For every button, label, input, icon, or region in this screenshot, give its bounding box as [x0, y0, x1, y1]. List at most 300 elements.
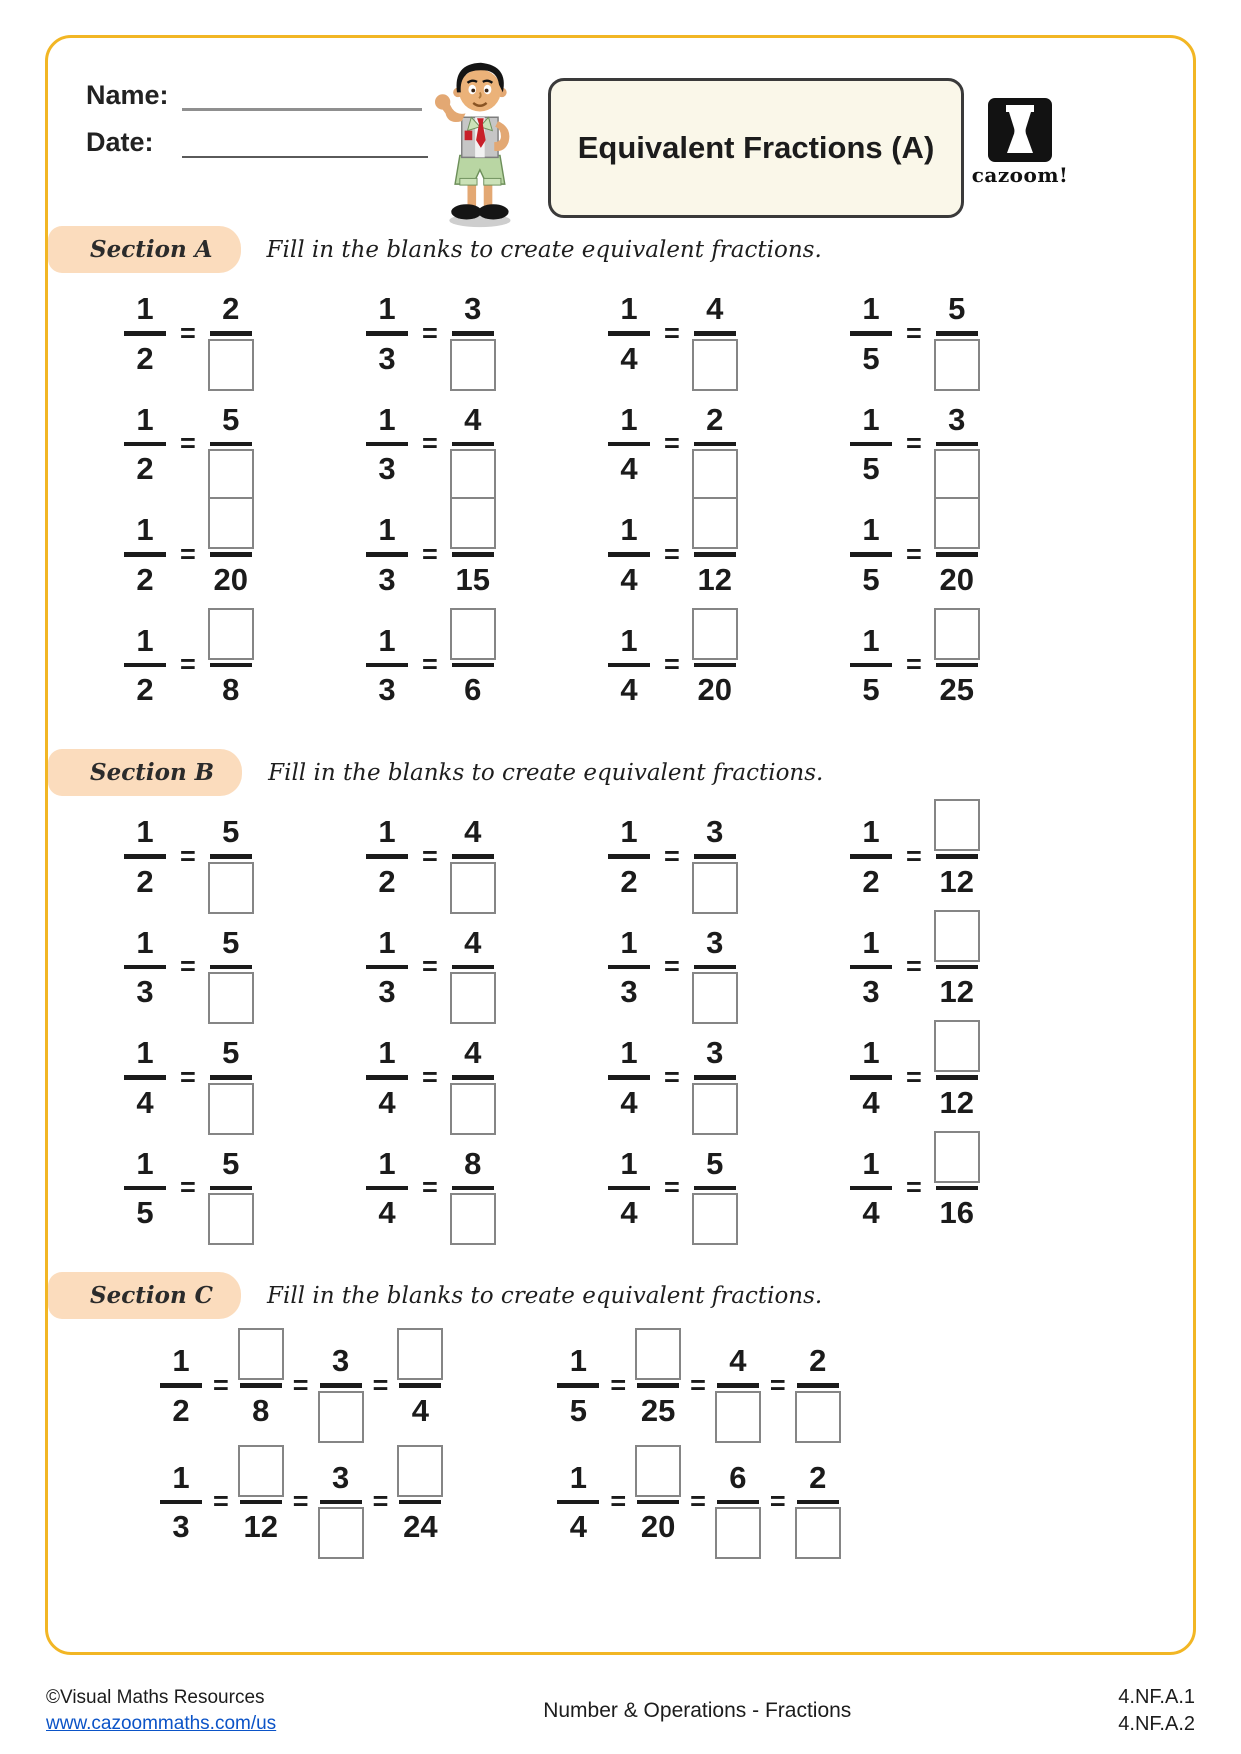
- equals-sign: =: [664, 840, 680, 871]
- fraction: [450, 504, 496, 605]
- answer-box[interactable]: [934, 799, 980, 851]
- fraction-denominator: [450, 336, 496, 384]
- fraction-denominator: [848, 859, 894, 907]
- fraction-number: 3: [331, 1343, 350, 1378]
- fraction-number: 1: [136, 924, 154, 960]
- fraction-problem: [122, 394, 364, 495]
- fraction: [606, 504, 652, 605]
- answer-box[interactable]: [692, 972, 738, 1024]
- fraction-problem: [364, 806, 606, 907]
- answer-box[interactable]: [934, 1020, 980, 1072]
- fraction-number: 1: [620, 401, 638, 437]
- fraction-problem: [555, 1335, 840, 1436]
- fraction-number: 20: [640, 1509, 676, 1544]
- fraction-numerator: [934, 504, 980, 552]
- standard-code-2: 4.NF.A.2: [1118, 1713, 1195, 1735]
- equals-sign: =: [180, 428, 196, 459]
- name-input-line[interactable]: [182, 80, 422, 111]
- fraction-number: 5: [222, 924, 240, 960]
- fraction-problem: [555, 1452, 840, 1553]
- fraction-number: 12: [939, 863, 975, 899]
- answer-box[interactable]: [208, 497, 254, 549]
- fraction-denominator: [606, 667, 652, 715]
- answer-box[interactable]: [692, 1193, 738, 1245]
- answer-box[interactable]: [238, 1328, 284, 1380]
- fraction: [238, 1452, 284, 1553]
- equals-sign: =: [180, 1172, 196, 1203]
- fraction-number: 5: [222, 1035, 240, 1070]
- section-label: Section C: [48, 1272, 241, 1319]
- name-label: Name:: [86, 80, 169, 110]
- fraction-number: 1: [569, 1459, 587, 1495]
- fraction: [450, 1138, 496, 1239]
- fraction-denominator: [122, 667, 168, 715]
- fraction-number: 4: [569, 1509, 587, 1544]
- fraction-numerator: [692, 917, 738, 965]
- fraction-row: [70, 806, 1171, 907]
- fraction-number: 1: [862, 924, 880, 960]
- copyright-text: ©Visual Maths Resources: [46, 1687, 265, 1709]
- fraction-problem: [364, 1138, 606, 1239]
- section-instruction: Fill in the blanks to create equivalent fractions.: [266, 236, 822, 263]
- fraction-number: 5: [222, 814, 240, 849]
- answer-box[interactable]: [450, 972, 496, 1024]
- fraction-numerator: [692, 504, 738, 552]
- fraction-denominator: [934, 859, 980, 907]
- answer-box[interactable]: [238, 1445, 284, 1497]
- fraction-denominator: [606, 1080, 652, 1128]
- answer-box[interactable]: [450, 497, 496, 549]
- fraction-denominator: [934, 667, 980, 715]
- answer-box[interactable]: [208, 608, 254, 660]
- answer-box[interactable]: [692, 339, 738, 391]
- answer-box[interactable]: [715, 1507, 761, 1559]
- fraction-denominator: [934, 446, 980, 494]
- fraction-numerator: [450, 283, 496, 331]
- answer-box[interactable]: [208, 449, 254, 501]
- fraction-row: [70, 1027, 1171, 1128]
- fraction-number: 5: [862, 340, 880, 376]
- equals-sign: =: [664, 1061, 680, 1092]
- fraction-numerator: [364, 394, 410, 442]
- fraction-number: 4: [464, 814, 482, 849]
- fraction-denominator: [635, 1504, 681, 1552]
- fraction-problem: [848, 615, 1090, 716]
- equals-sign: =: [180, 538, 196, 569]
- fraction-number: 3: [706, 924, 724, 960]
- equals-sign: =: [906, 1172, 922, 1203]
- answer-box[interactable]: [934, 339, 980, 391]
- fraction-numerator: [450, 1138, 496, 1186]
- answer-box[interactable]: [692, 497, 738, 549]
- answer-box[interactable]: [692, 862, 738, 914]
- equals-sign: =: [769, 1369, 786, 1400]
- answer-box[interactable]: [208, 1193, 254, 1245]
- fraction-denominator: [318, 1388, 364, 1436]
- fraction-numerator: [606, 394, 652, 442]
- fraction-numerator: [238, 1335, 284, 1383]
- fraction-denominator: [555, 1388, 601, 1436]
- fraction-denominator: [397, 1504, 443, 1552]
- fraction-number: 6: [464, 672, 482, 707]
- answer-box[interactable]: [934, 608, 980, 660]
- fraction: [158, 1452, 204, 1553]
- answer-box[interactable]: [934, 1131, 980, 1183]
- answer-box[interactable]: [635, 1445, 681, 1497]
- fraction-numerator: [364, 1027, 410, 1075]
- answer-box[interactable]: [795, 1391, 841, 1443]
- equals-sign: =: [422, 649, 438, 680]
- fraction-number: 1: [620, 512, 638, 547]
- section-label: Section B: [48, 749, 242, 796]
- answer-box[interactable]: [715, 1391, 761, 1443]
- fraction-numerator: [848, 283, 894, 331]
- fraction-number: 12: [243, 1509, 279, 1544]
- fraction: [934, 504, 980, 605]
- fraction-number: 1: [620, 622, 638, 658]
- fraction: [848, 917, 894, 1018]
- fraction-number: 5: [948, 291, 966, 326]
- fraction-numerator: [318, 1335, 364, 1383]
- cazoom-logo: [968, 98, 1072, 187]
- section-instruction: Fill in the blanks to create equivalent fractions.: [267, 1282, 823, 1309]
- fraction-denominator: [122, 1190, 168, 1238]
- equals-sign: =: [906, 317, 922, 348]
- equals-sign: =: [180, 1061, 196, 1092]
- fraction-numerator: [848, 917, 894, 965]
- fraction-denominator: [606, 336, 652, 384]
- answer-box[interactable]: [934, 449, 980, 501]
- fraction-denominator: [122, 969, 168, 1017]
- fraction-denominator: [606, 1190, 652, 1238]
- equals-sign: =: [422, 317, 438, 348]
- fraction-number: 1: [378, 291, 396, 326]
- fraction-denominator: [450, 667, 496, 715]
- fraction-denominator: [208, 859, 254, 907]
- fraction-number: 4: [620, 672, 638, 707]
- fraction-denominator: [848, 557, 894, 605]
- fraction-numerator: [715, 1335, 761, 1383]
- fraction-denominator: [795, 1388, 841, 1436]
- standard-code-1: 4.NF.A.1: [1118, 1686, 1195, 1708]
- fraction-number: 2: [136, 340, 154, 376]
- fraction-problem: [122, 1027, 364, 1128]
- fraction-denominator: [606, 446, 652, 494]
- fraction-numerator: [364, 806, 410, 854]
- fraction-numerator: [208, 615, 254, 663]
- fraction-denominator: [364, 446, 410, 494]
- fraction-number: 1: [862, 1145, 880, 1181]
- page-footer: [0, 1684, 1241, 1738]
- fraction-denominator: [934, 557, 980, 605]
- fraction: [848, 504, 894, 605]
- fraction-numerator: [692, 1138, 738, 1186]
- fraction-number: 2: [172, 1392, 190, 1428]
- fraction-number: 6: [729, 1459, 747, 1495]
- fraction-number: 20: [697, 672, 733, 707]
- fraction-denominator: [692, 446, 738, 494]
- fraction: [364, 1027, 410, 1128]
- answer-box[interactable]: [692, 1083, 738, 1135]
- answer-box[interactable]: [450, 1193, 496, 1245]
- fraction-number: 1: [378, 1035, 396, 1070]
- fraction-denominator: [364, 557, 410, 605]
- equals-sign: =: [422, 951, 438, 982]
- fraction: [848, 394, 894, 495]
- fraction: [692, 1138, 738, 1239]
- fraction: [450, 1027, 496, 1128]
- fraction-problem: [122, 504, 364, 605]
- fraction-problem: [364, 615, 606, 716]
- fraction-denominator: [848, 969, 894, 1017]
- fraction-number: 4: [729, 1343, 747, 1378]
- fraction-numerator: [848, 1138, 894, 1186]
- fraction-row: [70, 394, 1171, 495]
- equals-sign: =: [906, 538, 922, 569]
- fraction-number: 15: [455, 561, 491, 597]
- fraction: [606, 1138, 652, 1239]
- fraction-problem: [848, 394, 1090, 495]
- fraction-number: 1: [378, 512, 396, 547]
- fraction-denominator: [158, 1504, 204, 1552]
- answer-box[interactable]: [318, 1391, 364, 1443]
- name-field-row: [86, 80, 428, 111]
- fraction: [122, 615, 168, 716]
- worksheet-frame: [45, 35, 1196, 1655]
- fraction-number: 1: [862, 622, 880, 658]
- fraction-number: 1: [569, 1343, 587, 1378]
- fraction: [208, 1027, 254, 1128]
- footer-credits: [46, 1685, 276, 1736]
- equals-sign: =: [213, 1369, 229, 1400]
- fraction: [848, 1027, 894, 1128]
- fraction: [692, 806, 738, 907]
- answer-box[interactable]: [692, 449, 738, 501]
- answer-box[interactable]: [208, 1083, 254, 1135]
- fraction-row: [70, 615, 1171, 716]
- fraction-denominator: [848, 667, 894, 715]
- equals-sign: =: [610, 1369, 627, 1400]
- fraction: [635, 1452, 681, 1553]
- fraction-number: 4: [464, 924, 482, 960]
- fraction-denominator: [606, 859, 652, 907]
- answer-box[interactable]: [450, 608, 496, 660]
- fraction: [397, 1452, 443, 1553]
- fraction-numerator: [208, 806, 254, 854]
- answer-box[interactable]: [450, 862, 496, 914]
- fraction-numerator: [848, 806, 894, 854]
- fraction-number: 4: [620, 1195, 638, 1230]
- fraction-number: 3: [378, 340, 396, 376]
- fraction-number: 5: [862, 561, 880, 597]
- fraction-denominator: [450, 446, 496, 494]
- fraction-problem: [364, 394, 606, 495]
- fraction: [122, 1138, 168, 1239]
- fraction-numerator: [122, 283, 168, 331]
- fraction-number: 2: [136, 561, 154, 597]
- fraction: [208, 394, 254, 495]
- title-box: [548, 78, 964, 218]
- fraction: [122, 806, 168, 907]
- fraction-numerator: [606, 283, 652, 331]
- fraction-problem: [364, 504, 606, 605]
- fraction-number: 8: [222, 672, 240, 707]
- fraction-numerator: [122, 615, 168, 663]
- fraction-problem: [606, 504, 848, 605]
- fraction: [692, 394, 738, 495]
- fraction: [208, 283, 254, 384]
- fraction: [715, 1452, 761, 1553]
- fraction-denominator: [122, 859, 168, 907]
- fraction-numerator: [848, 1027, 894, 1075]
- footer-strand: Number & Operations - Fractions: [543, 1699, 852, 1722]
- website-link[interactable]: www.cazoommaths.com/us: [46, 1713, 277, 1734]
- fraction-number: 16: [939, 1195, 975, 1230]
- answer-box[interactable]: [450, 1083, 496, 1135]
- answer-box[interactable]: [397, 1445, 443, 1497]
- fraction-problem: [848, 917, 1090, 1018]
- fraction-denominator: [208, 557, 254, 605]
- fraction-number: 25: [939, 672, 975, 707]
- fraction-number: 1: [172, 1459, 190, 1495]
- fraction: [364, 283, 410, 384]
- fraction: [208, 504, 254, 605]
- equals-sign: =: [906, 649, 922, 680]
- fraction: [606, 283, 652, 384]
- fraction-denominator: [450, 557, 496, 605]
- equals-sign: =: [664, 649, 680, 680]
- fraction-denominator: [122, 1080, 168, 1128]
- fraction-number: 2: [862, 863, 880, 899]
- fraction-denominator: [208, 667, 254, 715]
- fraction: [397, 1335, 443, 1436]
- fraction-denominator: [208, 1080, 254, 1128]
- fraction-numerator: [397, 1452, 443, 1500]
- answer-box[interactable]: [934, 497, 980, 549]
- answer-box[interactable]: [208, 972, 254, 1024]
- fraction-problem: [122, 615, 364, 716]
- worksheet-header: [70, 58, 1171, 218]
- fraction: [122, 283, 168, 384]
- fraction-number: 1: [862, 512, 880, 547]
- fraction-numerator: [934, 615, 980, 663]
- fraction-number: 24: [403, 1509, 438, 1544]
- equals-sign: =: [610, 1486, 627, 1517]
- fraction-number: 2: [222, 291, 240, 326]
- equals-sign: =: [180, 840, 196, 871]
- fraction-number: 8: [464, 1145, 482, 1181]
- equals-sign: =: [292, 1486, 309, 1517]
- fraction-denominator: [934, 969, 980, 1017]
- fraction-numerator: [848, 615, 894, 663]
- answer-box[interactable]: [795, 1507, 841, 1559]
- fraction-numerator: [934, 917, 980, 965]
- fraction-denominator: [692, 859, 738, 907]
- fraction-problem: [122, 283, 364, 384]
- fraction-number: 3: [620, 974, 638, 1009]
- fraction-number: 5: [862, 451, 880, 486]
- date-input-line[interactable]: [182, 128, 428, 158]
- fraction-denominator: [606, 969, 652, 1017]
- fraction-number: 4: [620, 561, 638, 597]
- answer-box[interactable]: [635, 1328, 681, 1380]
- fraction-numerator: [122, 806, 168, 854]
- fraction-denominator: [208, 336, 254, 384]
- fraction-numerator: [122, 1027, 168, 1075]
- fraction-numerator: [450, 917, 496, 965]
- fraction-number: 2: [620, 863, 638, 899]
- fraction-numerator: [606, 504, 652, 552]
- equals-sign: =: [664, 317, 680, 348]
- fraction: [934, 615, 980, 716]
- fraction: [122, 504, 168, 605]
- fraction-numerator: [122, 504, 168, 552]
- logo-wordmark: cazoom!: [971, 163, 1069, 187]
- fraction: [692, 1027, 738, 1128]
- answer-box[interactable]: [208, 862, 254, 914]
- answer-box[interactable]: [450, 339, 496, 391]
- answer-box[interactable]: [318, 1507, 364, 1559]
- fraction-number: 3: [948, 401, 966, 437]
- answer-box[interactable]: [208, 339, 254, 391]
- section-header: [70, 226, 1171, 273]
- fraction-numerator: [934, 1138, 980, 1186]
- answer-box[interactable]: [397, 1328, 443, 1380]
- fraction-problem: [122, 1138, 364, 1239]
- fraction-denominator: [606, 557, 652, 605]
- fraction-denominator: [238, 1388, 284, 1436]
- fraction-numerator: [692, 283, 738, 331]
- fraction-number: 1: [136, 512, 154, 547]
- fraction-problem: [606, 394, 848, 495]
- answer-box[interactable]: [934, 910, 980, 962]
- fraction: [364, 806, 410, 907]
- fraction-denominator: [692, 336, 738, 384]
- equals-sign: =: [690, 1486, 706, 1517]
- fraction-denominator: [450, 1080, 496, 1128]
- fraction-problem: [848, 1027, 1090, 1128]
- section-header: [70, 1272, 1171, 1319]
- equals-sign: =: [292, 1369, 309, 1400]
- fraction: [364, 394, 410, 495]
- equals-sign: =: [372, 1486, 389, 1517]
- fraction-number: 4: [620, 1084, 638, 1120]
- fraction-numerator: [606, 615, 652, 663]
- fraction-number: 1: [862, 814, 880, 849]
- fraction-number: 8: [252, 1392, 270, 1428]
- fraction: [692, 917, 738, 1018]
- answer-box[interactable]: [450, 449, 496, 501]
- fraction: [692, 283, 738, 384]
- fraction-numerator: [606, 806, 652, 854]
- fraction-denominator: [208, 446, 254, 494]
- answer-box[interactable]: [692, 608, 738, 660]
- fraction-row: [70, 283, 1171, 384]
- fraction-number: 5: [222, 401, 240, 437]
- fraction-numerator: [692, 615, 738, 663]
- fraction-problem: [606, 1138, 848, 1239]
- fraction-denominator: [208, 1190, 254, 1238]
- fraction: [848, 283, 894, 384]
- fraction: [934, 394, 980, 495]
- fraction-number: 1: [136, 1145, 154, 1181]
- fraction-number: 5: [706, 1145, 724, 1181]
- standard-codes: [1118, 1684, 1195, 1738]
- fraction-denominator: [364, 336, 410, 384]
- fraction-row: [70, 1452, 1171, 1553]
- fraction-number: 4: [464, 401, 482, 437]
- fraction-problem: [848, 504, 1090, 605]
